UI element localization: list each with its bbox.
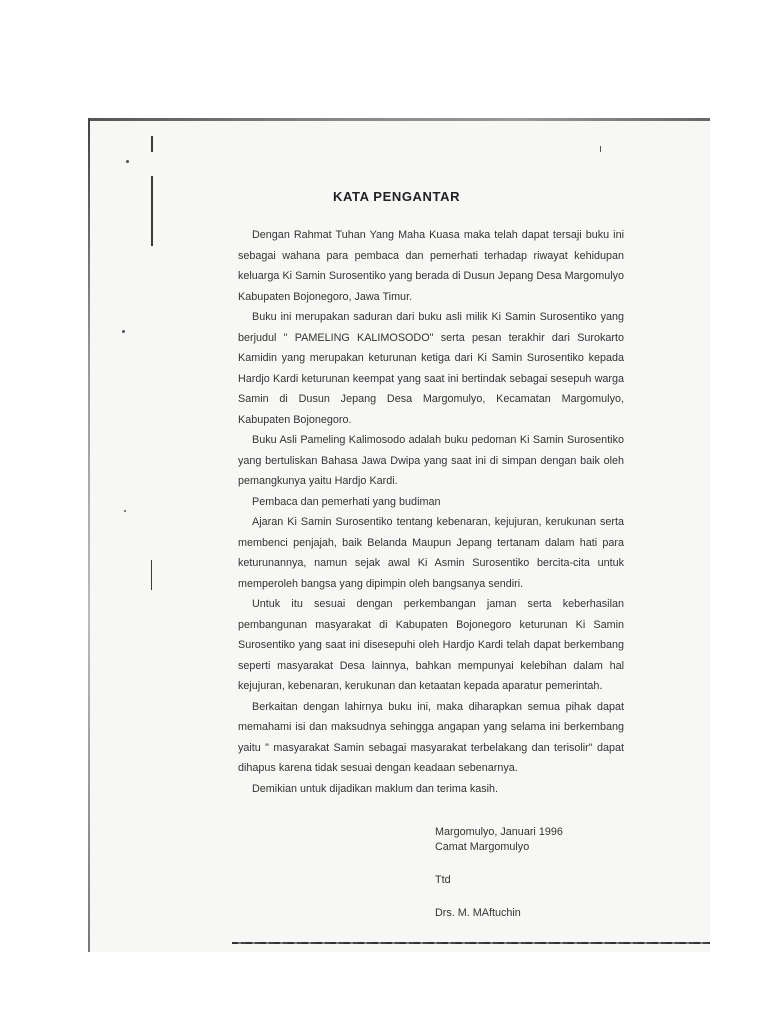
paragraph: Demikian untuk dijadikan maklum dan terima kasih. (252, 782, 499, 795)
page-bottom-edge (232, 942, 710, 944)
margin-mark (151, 136, 153, 152)
signature-block (435, 825, 635, 921)
paragraph: Berkaitan dengan lahirnya buku ini, maka diharapkan semua pihak dapat memahami isi dan maksudnya sehingga angapan yang selama ini berkembang yaitu " masyarakat Samin sebagai masyarakat terbelakang dan terisolir" dapat dihapus karena tidak sesuai dengan keadaan sebenarnya. (238, 700, 624, 774)
paragraph: Buku ini merupakan saduran dari buku asli milik Ki Samin Surosentiko yang berjudul " PAMELING KALIMOSODO" serta pesan terakhir dari Surokarto Kamidin yang merupakan keturunan ketiga dari Ki Samin Surosentiko kepada Hardjo Kardi keturunan keempat yang saat ini bertindak sebagai sesepuh warga Samin di Dusun Jepang Desa Margomulyo, Kecamatan Margomulyo, Kabupaten Bojonegoro. (238, 311, 624, 426)
margin-mark (151, 176, 153, 246)
scan-speck (126, 160, 129, 163)
paragraph: Ajaran Ki Samin Surosentiko tentang kebenaran, kejujuran, kerukunan serta membenci penjajah, baik Belanda Maupun Jepang tertanam dalam hati para keturunannya, namun sejak awal Ki Asmin Surosentiko bercita-cita untuk memperoleh bangsa yang dipimpin oleh bangsanya sendiri. (238, 516, 624, 590)
paragraph: Dengan Rahmat Tuhan Yang Maha Kuasa maka telah dapat tersaji buku ini sebagai wahana para pembaca dan pemerhati terhadap riwayat kehidupan keluarga Ki Samin Surosentiko yang berada di Dusun Jepang Desa Margomulyo Kabupaten Bojonegoro, Jawa Timur. (238, 229, 624, 303)
scan-speck (122, 330, 125, 333)
page-title: KATA PENGANTAR (333, 189, 461, 204)
signature-role: Camat Margomulyo (435, 841, 530, 853)
margin-mark (151, 560, 152, 590)
signature-place-date: Margomulyo, Januari 1996 (435, 826, 563, 838)
paragraph: Buku Asli Pameling Kalimosodo adalah buku pedoman Ki Samin Surosentiko yang bertuliskan Bahasa Jawa Dwipa yang saat ini di simpan dengan baik oleh pemangkunya yaitu Hardjo Kardi. (238, 434, 624, 487)
paragraph: Pembaca dan pemerhati yang budiman (252, 495, 441, 508)
scan-speck (600, 146, 601, 152)
document-page (238, 185, 678, 925)
page-left-edge (88, 118, 90, 952)
signature-name: Drs. M. MAftuchin (435, 907, 521, 919)
scan-speck (124, 510, 126, 512)
paragraph: Untuk itu sesuai dengan perkembangan jaman serta keberhasilan pembangunan masyarakat di Kabupaten Bojonegoro keturunan Ki Samin Surosentiko yang saat ini disesepuhi oleh Hardjo Kardi telah dapat berkembang seperti masyarakat Desa lainnya, bahkan mempunyai kelebihan dalam hal kejujuran, kebenaran, kerukunan dan ketaatan kepada aparatur pemerintah. (238, 598, 624, 692)
document-body (238, 225, 624, 799)
signature-ttd: Ttd (435, 874, 451, 886)
page-top-edge (88, 118, 710, 121)
